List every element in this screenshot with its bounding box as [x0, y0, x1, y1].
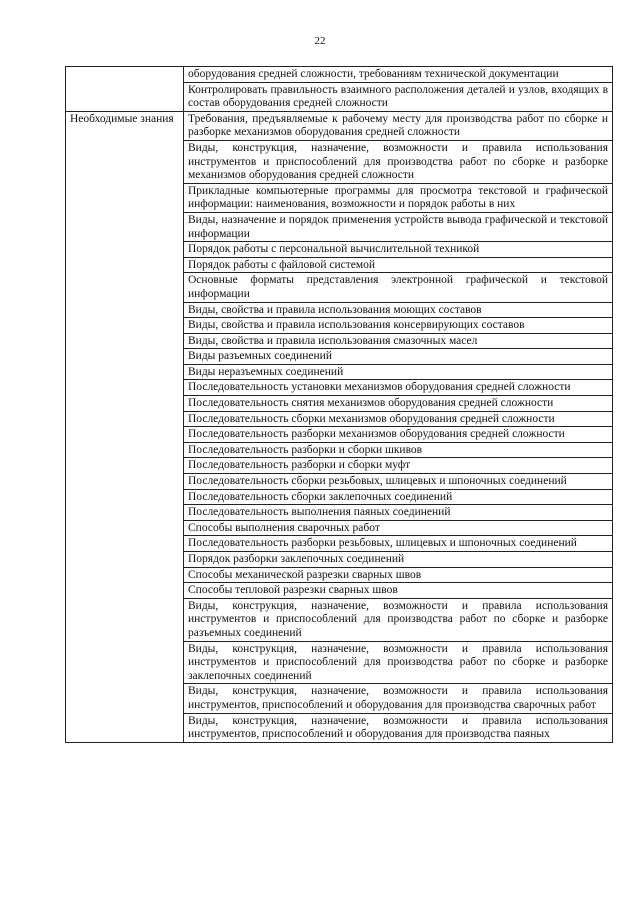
table-cell: Виды, свойства и правила использования консервирующих составов: [184, 318, 613, 334]
table-cell: Виды, конструкция, назначение, возможности и правила использования инструментов, приспособлений и оборудования для производства сварочных работ: [184, 684, 613, 713]
table-cell: Последовательность разборки резьбовых, шлицевых и шпоночных соединений: [184, 536, 613, 552]
table-cell: Виды, назначение и порядок применения устройств вывода графической и текстовой информации: [184, 212, 613, 241]
table-cell: Последовательность снятия механизмов оборудования средней сложности: [184, 396, 613, 412]
table-cell: Требования, предъявляемые к рабочему месту для производства работ по сборке и разборке механизмов оборудования средней сложности: [184, 111, 613, 140]
table-cell: Последовательность сборки заклепочных соединений: [184, 489, 613, 505]
table-cell: Порядок работы с персональной вычислительной техникой: [184, 242, 613, 258]
table-cell: Способы выполнения сварочных работ: [184, 520, 613, 536]
table-cell: Порядок разборки заклепочных соединений: [184, 552, 613, 568]
table-cell: Последовательность сборки резьбовых, шлицевых и шпоночных соединений: [184, 474, 613, 490]
table-cell: Виды, свойства и правила использования моющих составов: [184, 302, 613, 318]
table-cell: Виды, конструкция, назначение, возможности и правила использования инструментов и приспособлений для производства работ по сборке и разборке механизмов оборудования средней сложности: [184, 140, 613, 183]
label-cell-empty: [66, 67, 184, 112]
table-cell: Последовательность сборки механизмов оборудования средней сложности: [184, 411, 613, 427]
page-number: 22: [314, 35, 326, 47]
table-cell: оборудования средней сложности, требованиям технической документации: [184, 67, 613, 83]
table-cell: Последовательность разборки механизмов оборудования средней сложности: [184, 427, 613, 443]
table-cell: Последовательность установки механизмов оборудования средней сложности: [184, 380, 613, 396]
section-label: Необходимые знания: [66, 111, 184, 742]
table-cell: Виды, свойства и правила использования смазочных масел: [184, 333, 613, 349]
table-cell: Виды разъемных соединений: [184, 349, 613, 365]
table-cell: Виды, конструкция, назначение, возможности и правила использования инструментов и приспособлений для производства работ по сборке и разборке заклепочных соединений: [184, 641, 613, 684]
table-cell: Порядок работы с файловой системой: [184, 257, 613, 273]
table-cell: Способы тепловой разрезки сварных швов: [184, 583, 613, 599]
table-cell: Виды, конструкция, назначение, возможности и правила использования инструментов, приспособлений и оборудования для производства паяных: [184, 713, 613, 742]
table-cell: Контролировать правильность взаимного расположения деталей и узлов, входящих в состав оборудования средней сложности: [184, 82, 613, 111]
table-row: [66, 67, 613, 83]
table-cell: Способы механической разрезки сварных швов: [184, 567, 613, 583]
table-cell: Основные форматы представления электронной графической и текстовой информации: [184, 273, 613, 302]
knowledge-table: [65, 66, 613, 743]
table-cell: Последовательность разборки и сборки муфт: [184, 458, 613, 474]
table-cell: Виды, конструкция, назначение, возможности и правила использования инструментов и приспособлений для производства работ по сборке и разборке разъемных соединений: [184, 598, 613, 641]
table-cell: Последовательность разборки и сборки шкивов: [184, 442, 613, 458]
table-cell: Последовательность выполнения паяных соединений: [184, 505, 613, 521]
table-row: [66, 111, 613, 140]
table-cell: Прикладные компьютерные программы для просмотра текстовой и графической информации: наименования, возможности и порядок работы в них: [184, 183, 613, 212]
table-cell: Виды неразъемных соединений: [184, 364, 613, 380]
